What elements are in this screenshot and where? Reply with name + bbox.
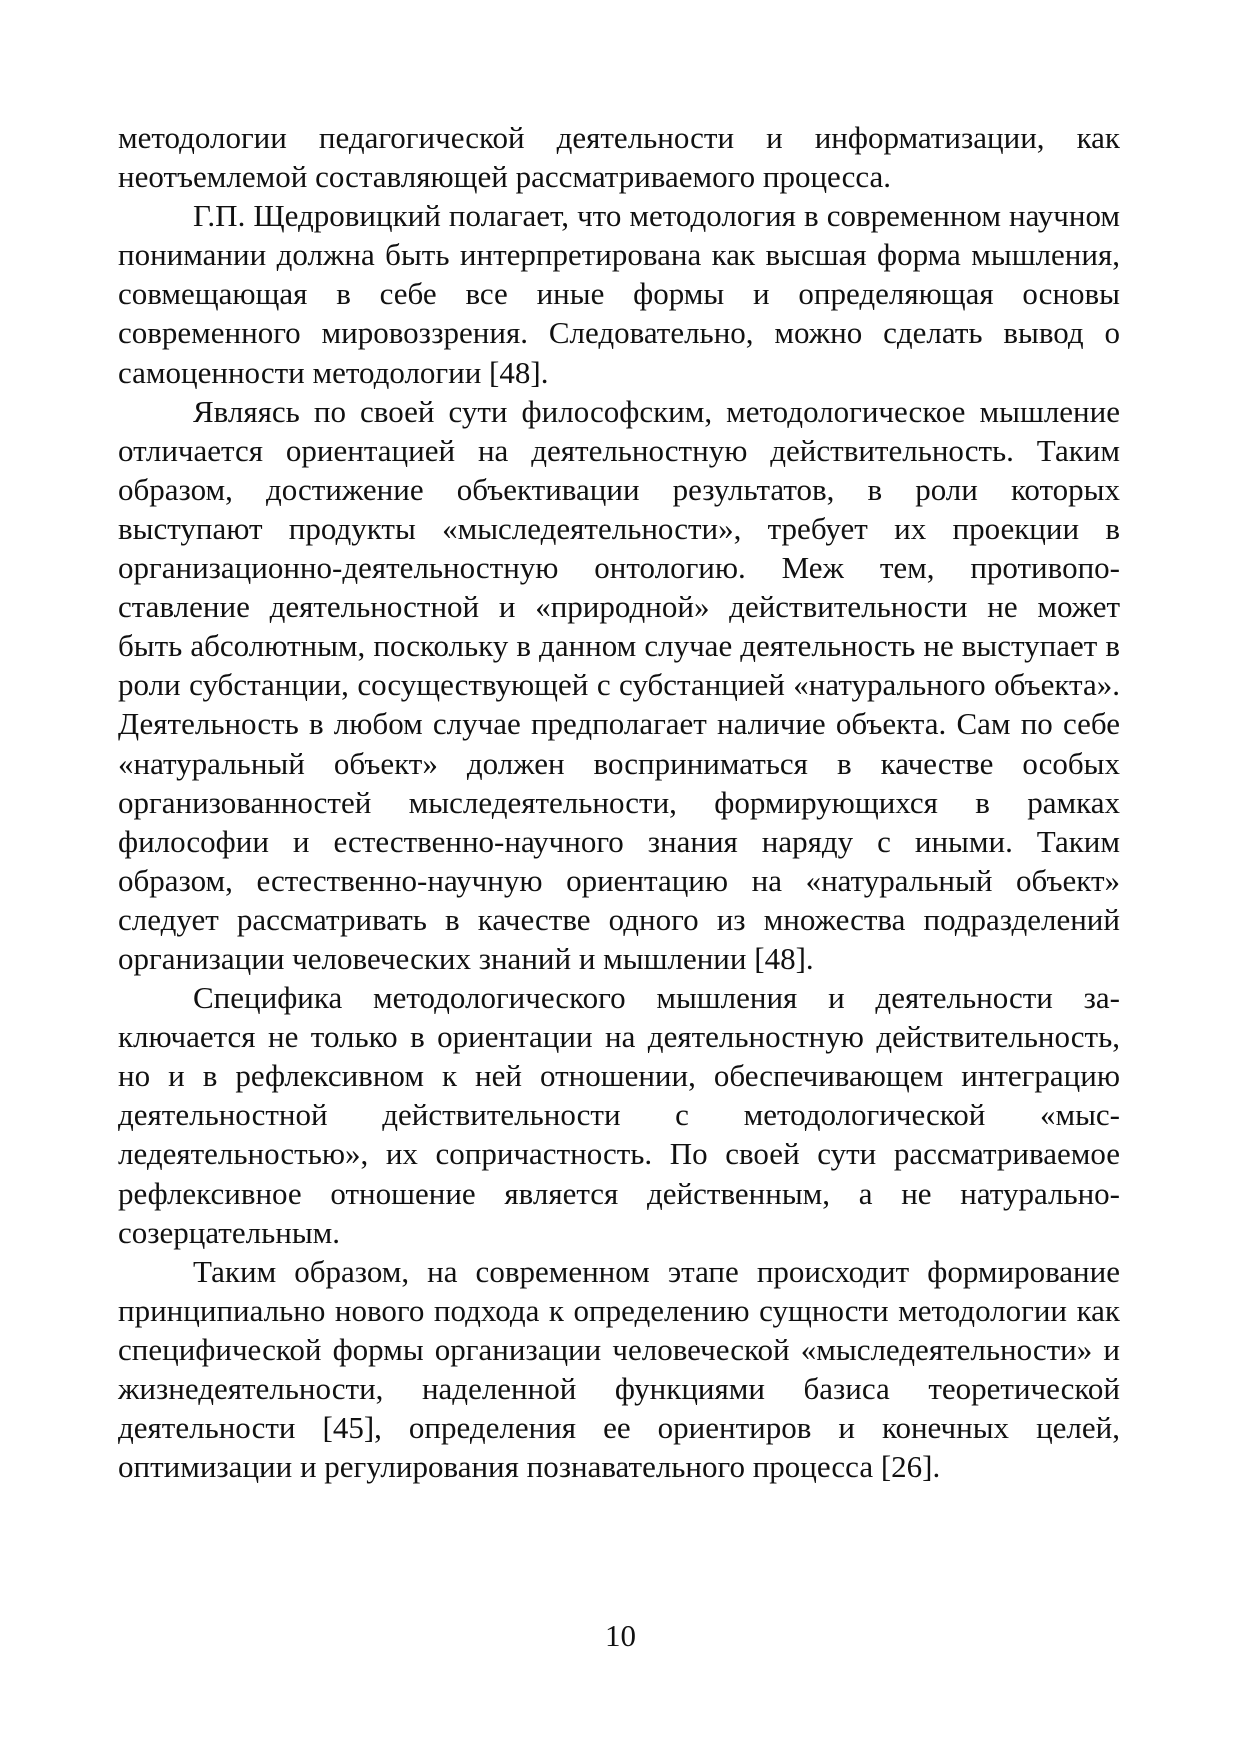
paragraph-conclusion: Таким образом, на современном этапе происходит формирование принципиально нового подхода к определению сущности методологии как специфической формы организации человеческой «мыследеятельности» и жизнедеятельности, наделенной функциями базиса теоретической деятельности [45], определения ее ориентиров и конечных целей, оптимизации и регулирования познавательного процесса [26]. xyxy=(118,1253,1120,1485)
paragraph-specifics: Специфика методологического мышления и деятельности заключается не только в ориентации на деятельностную действительность, но и в рефлексивном к ней отношении, обеспечивающем интеграцию деятельностной действительности с методологической «мыследеятельностью», их сопричастность. По своей сути рассматриваемое рефлексивное отношение является действенным, а не натурально-созерцательным. xyxy=(118,980,1120,1250)
body-text xyxy=(118,118,1120,1486)
page-number: 10 xyxy=(605,1618,636,1653)
paragraph-methodological-thinking: Являясь по своей сути философским, методологическое мышление отличается ориентацией на деятельностную действительность. Таким образом, достижение объективации результатов, в роли которых выступают продукты «мыследеятельности», требует их проекции в организационно-деятельностную онтологию. Меж тем, противопоставление деятельностной и «природной» действительности не может быть абсолютным, поскольку в данном случае деятельность не выступает в роли субстанции, сосуществующей с субстанцией «натурального объекта». Деятельность в любом случае предполагает наличие объекта. Сам по себе «натуральный объект» должен восприниматься в качестве особых организованностей мыследеятельности, формирующихся в рамках философии и естественно-научного знания наряду с иными. Таким образом, естественно-научную ориентацию на «натуральный объект» следует рассматривать в качестве одного из множества подразделений организации человеческих знаний и мышлении [48]. xyxy=(118,393,1120,976)
paragraph-continuation: методологии педагогической деятельности и информатизации, как неотъемлемой составляющей рассматриваемого процесса. xyxy=(118,120,1120,195)
paragraph-shchedrovitsky: Г.П. Щедровицкий полагает, что методология в современном научном понимании должна быть интерпретирована как высшая форма мышления, совмещающая в себе все иные формы и определяющая основы современного мировоззрения. Следовательно, можно сделать вывод о самоценности методологии [48]. xyxy=(118,198,1120,390)
